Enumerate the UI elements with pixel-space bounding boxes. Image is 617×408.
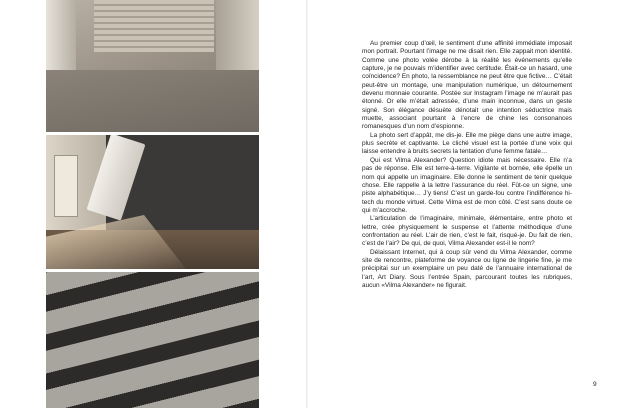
photo-wall-shape bbox=[46, 0, 76, 80]
photo-pavement-shape bbox=[46, 70, 259, 132]
body-text bbox=[362, 40, 572, 290]
paragraph: Délaissant Internet, qui à coup sûr vend du Vilma Alexander, comme site de rencontre, plateforme de voyance ou ligne de lingerie fine, je me précipitai sur un exemplaire un peu daté de l’annuaire international de l’art, Art Diary. Sous l’entrée Spain, parcourant toutes les rubriques, aucun «Vilma Alexander» ne figurait. bbox=[362, 248, 572, 289]
paragraph: Qui est Vilma Alexander? Question idiote mais nécessaire. Elle n’a pas de réponse. Elle est terre-à-terre. Vigilante et bornée, elle épelle un nom qui appelle un imaginaire. Elle donne le sentiment de tenir quelque chose. Elle rappelle à la lettre l’assurance du réel. Fût-ce un signe, une piste alphabétique… J’y tiens! C’est un garde-fou contre l’indifférence hi-tech du monde virtuel. Cette Vilma est de mon côté. C’est sans doute ce qui m’accroche. bbox=[362, 156, 572, 214]
paragraph: La photo sert d’appât, me dis-je. Elle me piège dans une autre image, plus secrète et captivante. Le cliché visuel est la portée d’une voix qui laisse entendre à bruits secrets la tentation d’une femme fatale… bbox=[362, 131, 572, 156]
photo-shadow-stripes bbox=[46, 272, 259, 408]
paragraph: Au premier coup d’œil, le sentiment d’une affinité immédiate imposait mon portrait. Pourtant l’image ne me disait rien. Elle zappait mon identité. Comme une photo volée dérobe à la réalité les événements qu’elle capture, je ne pouvais m’identifier avec certitude. Était-ce un hasard, une coïncidence? En photo, la ressemblance ne peut être que fictive… C’était peut-être un montage, une manipulation numérique, un détournement devenu monnaie courante. Postée sur Instagram l’image ne m’aurait pas étonné. Or elle m’était adressée, d’une main inconnue, dans un geste signé. Son élégance désuète dénotait une intention séductrice mais muette, associant pourtant à l’encre de chine les consonances romanesques d’un nom d’espionne. bbox=[362, 40, 572, 131]
photo-shutter-shape bbox=[94, 0, 214, 52]
paragraph: L’articulation de l’imaginaire, minimale, élémentaire, entre photo et lettre, crée physiquement le suspense et l’attente méthodique d’une confrontation au réel. L’air de rien, c’est le fait, risqué-je. Du fait de rien, c’est de l’air? De qui, de quoi, Vilma Alexander est-il le nom? bbox=[362, 215, 572, 248]
page-number: 9 bbox=[593, 381, 597, 388]
photo-box-on-floor bbox=[46, 135, 259, 269]
photo-door-shape bbox=[54, 155, 78, 217]
left-page bbox=[0, 0, 308, 408]
photo-stripes-shape bbox=[46, 272, 259, 408]
photo-shutter-doorway bbox=[46, 0, 259, 132]
